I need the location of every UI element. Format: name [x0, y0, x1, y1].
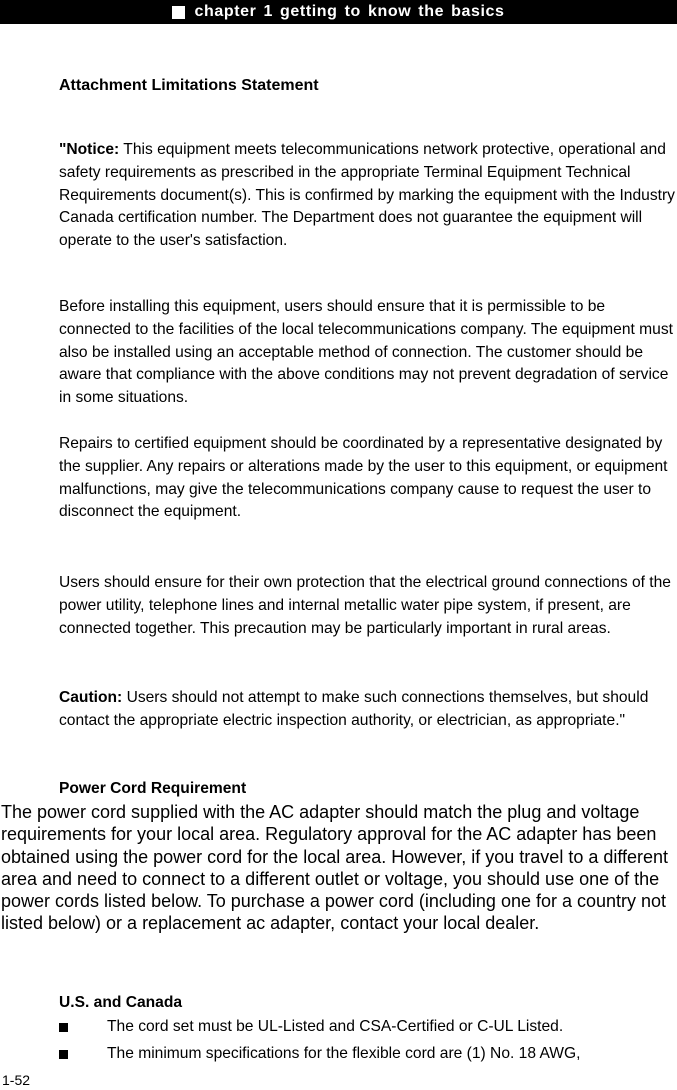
power-cord-section-title: Power Cord Requirement — [59, 780, 247, 797]
caution-label: Caution: — [59, 689, 123, 706]
caution-paragraph — [59, 687, 677, 733]
list-item-text: The cord set must be UL-Listed and CSA-Certified or C-UL Listed. — [107, 1018, 564, 1035]
notice-label: "Notice: — [59, 141, 120, 158]
list-item — [59, 1016, 677, 1043]
power-cord-paragraph: The power cord supplied with the AC adapter should match the plug and voltage requirements for your local area. Regulatory approval for the AC adapter has been obtained using the power cord for the local area. However, if you travel to a different area and need to connect to a different outlet or voltage, you should use one of the power cords listed below. To purchase a power cord (including one for a country not listed below) or a replacement ac adapter, contact your local dealer. — [1, 802, 669, 934]
notice-paragraph — [59, 139, 677, 253]
square-bullet-icon — [172, 6, 185, 19]
square-bullet-icon — [59, 1050, 68, 1059]
us-canada-list — [59, 1016, 677, 1070]
grounding-paragraph: Users should ensure for their own protection that the electrical ground connections of the power utility, telephone lines and internal metallic water pipe system, if present, are connected together. This precaution may be particularly important in rural areas. — [59, 574, 671, 637]
square-bullet-icon — [59, 1023, 68, 1032]
chapter-header-bar — [0, 0, 677, 24]
list-item-text: The minimum specifications for the flexible cord are (1) No. 18 AWG, — [107, 1045, 581, 1062]
page-number: 1-52 — [2, 1072, 31, 1088]
attachment-section-title: Attachment Limitations Statement — [59, 77, 319, 94]
caution-text: Users should not attempt to make such connections themselves, but should contact the appropriate electric inspection authority, or electrician, as appropriate." — [59, 689, 649, 729]
us-canada-title: U.S. and Canada — [59, 994, 183, 1011]
list-item — [59, 1043, 677, 1070]
installation-paragraph: Before installing this equipment, users should ensure that it is permissible to be connected to the facilities of the local telecommunications company. The equipment must also be installed using an acceptable method of connection. The customer should be aware that compliance with the above conditions may not prevent degradation of service in some situations. — [59, 298, 673, 407]
repairs-paragraph: Repairs to certified equipment should be coordinated by a representative designated by the supplier. Any repairs or alterations made by the user to this equipment, or equipment malfunctions, may give the telecommunications company cause to request the user to disconnect the equipment. — [59, 435, 668, 521]
notice-text: This equipment meets telecommunications network protective, operational and safety requirements as prescribed in the appropriate Terminal Equipment Technical Requirements document(s). This is confirmed by marking the equipment with the Industry Canada certification number. The Department does not guarantee the equipment will operate to the user's satisfaction. — [59, 141, 675, 250]
chapter-header-title: chapter 1 getting to know the basics — [194, 3, 505, 20]
